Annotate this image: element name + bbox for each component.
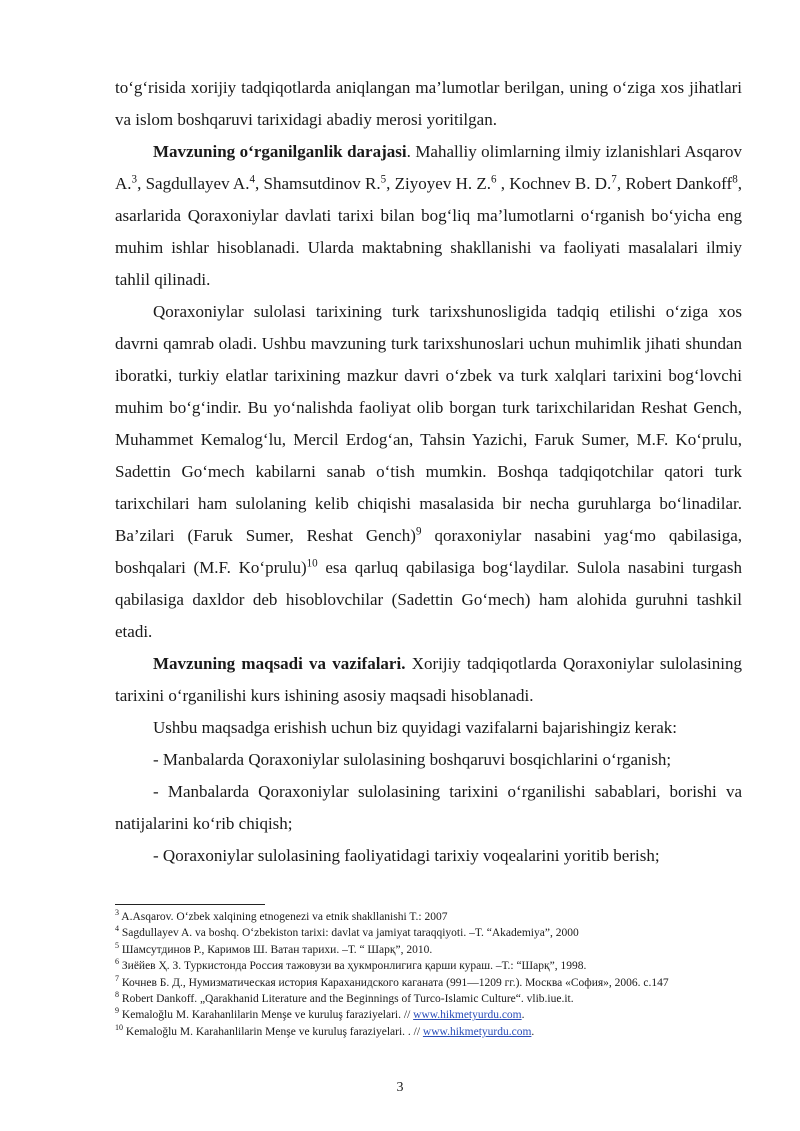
- text-run: qoraxoniylar nasabini yag‘mo qabilasiga, boshqalari (M.F. Ko‘prulu): [115, 526, 742, 577]
- paragraph: [115, 744, 742, 776]
- text-run: , Kochnev B. D.: [496, 174, 612, 193]
- footnote: [115, 1024, 742, 1040]
- footnote-number: 8: [115, 990, 120, 1000]
- footnote-number: 5: [115, 940, 120, 950]
- footnote: [115, 991, 742, 1007]
- footnote-reference: 3: [131, 173, 138, 186]
- text-run: , Shamsutdinov R.: [254, 174, 381, 193]
- paragraph: [115, 840, 742, 872]
- footnote-text: Robert Dankoff. „Qarakhanid Literature and the Beginnings of Turco-Islamic Culture“. vlib.iue.it.: [119, 993, 574, 1006]
- paragraph: [115, 712, 742, 744]
- paragraph: [115, 776, 742, 840]
- body-text: [115, 72, 742, 872]
- text-run: - Manbalarda Qoraxoniylar sulolasining boshqaruvi bosqichlarini o‘rganish;: [153, 750, 672, 769]
- paragraph: [115, 296, 742, 648]
- footnote-text: Зиёйев Ҳ. З. Туркистонда Россия тажовузи ва ҳукмронлигига қарши кураш. –Т.: “Шарқ”, 1998.: [119, 960, 587, 973]
- paragraph: [115, 648, 742, 712]
- footnote-number: 9: [115, 1006, 120, 1016]
- text-run: Qoraxoniylar sulolasi tarixining turk tarixshunosligida tadqiq etilishi o‘ziga xos davrni qamrab oladi. Ushbu mavzuning turk tarixshunoslari uchun muhimlik jihati shundan iboratki, turkiy elatlar tarixining mazkur davri o‘zbek va turk xalqlari tarixini bog‘lovchi muhim bo‘g‘indir. Bu yo‘nalishda faoliyat olib borgan turk tarixchilaridan Reshat Gench, Muhammet Kemalog‘lu, Mercil Erdog‘an, Tahsin Yazichi, Faruk Sumer, M.F. Ko‘prulu, Sadettin Go‘mech kabilarni sanab o‘tish mumkin. Boshqa tadqiqotchilar qatori turk tarixchilari ham sulolaning kelib chiqishi masalasida bir necha guruhlarga bo‘linadilar. Ba’zilari (Faruk Sumer, Reshat Gench): [115, 302, 742, 545]
- footnote: [115, 942, 742, 958]
- text-run: Ushbu maqsadga erishish uchun biz quyidagi vazifalarni bajarishingiz kerak:: [153, 718, 678, 737]
- footnote-reference: 5: [380, 173, 387, 186]
- footnote-number: 3: [115, 908, 120, 918]
- footnote-number: 7: [115, 973, 120, 983]
- footnote: [115, 925, 742, 941]
- footnote-link[interactable]: www.hikmetyurdu.com: [422, 1025, 532, 1038]
- footnote-number: 4: [115, 924, 120, 934]
- footnote-text: Kemaloğlu M. Karahanlilarin Menşe ve kuruluş faraziyelari. //: [119, 1009, 414, 1022]
- text-run: - Manbalarda Qoraxoniylar sulolasining tarixini o‘rganilishi sabablari, borishi va natijalarini ko‘rib chiqish;: [115, 782, 742, 833]
- paragraph: [115, 72, 742, 136]
- document-page: [115, 72, 742, 872]
- footnote-text: A.Asqarov. O‘zbek xalqining etnogenezi va etnik shakllanishi T.: 2007: [119, 911, 448, 923]
- text-run: . Mahalliy olimlarning ilmiy izlanishlari Asqarov A.: [115, 142, 743, 193]
- section-heading: Mavzuning o‘rganilganlik darajasi: [153, 142, 407, 161]
- footnote-number: 6: [115, 957, 120, 967]
- footnote-text: Шамсутдинов Р., Каримов Ш. Ватан тарихи. –Т. “ Шарқ”, 2010.: [119, 943, 433, 956]
- footnote: [115, 909, 742, 925]
- footnote-link[interactable]: www.hikmetyurdu.com: [413, 1009, 522, 1022]
- footnote-reference: 4: [249, 173, 255, 186]
- page-number: 3: [396, 1080, 404, 1095]
- text-run: , Robert Dankoff: [616, 174, 733, 193]
- text-run: , Ziyoyev H. Z.: [386, 174, 491, 193]
- footnote-punctuation: .: [531, 1025, 535, 1038]
- footnote-text: Кочнев Б. Д., Нумизматическая история Караханидского каганата (991—1209 гг.). Москва «София», 2006. с.147: [119, 976, 669, 989]
- footnote-divider: [115, 904, 265, 905]
- text-run: Xorijiy tadqiqotlarda Qoraxoniylar sulolasining tarixini o‘rganilishi kurs ishining asosiy maqsadi hisoblanadi.: [115, 654, 743, 705]
- footnote-reference: 9: [415, 525, 422, 538]
- footnote-reference: 8: [732, 173, 738, 186]
- section-heading: Mavzuning maqsadi va vazifalari.: [153, 654, 406, 673]
- paragraph: [115, 136, 742, 296]
- footnote-reference: 10: [306, 557, 318, 570]
- footnote: [115, 1007, 742, 1023]
- text-run: , asarlarida Qoraxoniylar davlati tarixi bilan bog‘liq ma’lumotlarni o‘rganish bo‘yicha eng muhim ishlar hisoblanadi. Ularda maktabning shakllanishi va faoliyati masalalari ilmiy tahlil qilinadi.: [115, 174, 742, 289]
- text-run: , Sagdullayev A.: [137, 174, 250, 193]
- text-run: esa qarluq qabilasiga bog‘laydilar. Sulola nasabini turgash qabilasiga daxldor deb hisoblovchilar (Sadettin Go‘mech) ham alohida guruhni tashkil etadi.: [115, 558, 742, 641]
- text-run: - Qoraxoniylar sulolasining faoliyatidagi tarixiy voqealarini yoritib berish;: [153, 846, 660, 865]
- text-run: to‘g‘risida xorijiy tadqiqotlarda aniqlangan ma’lumotlar berilgan, uning o‘ziga xos jihatlari va islom boshqaruvi tarixidagi abadiy merosi yoritilgan.: [115, 78, 742, 129]
- footnotes: [115, 909, 742, 1040]
- footnote-reference: 7: [611, 173, 617, 186]
- footnote: [115, 958, 742, 974]
- footnote-punctuation: .: [521, 1009, 525, 1022]
- footnote: [115, 975, 742, 991]
- footnote-text: Kemaloğlu M. Karahanlilarin Menşe ve kuruluş faraziyelari. . //: [123, 1025, 423, 1038]
- footnote-text: Sagdullayev A. va boshq. O‘zbekiston tarixi: davlat va jamiyat taraqqiyoti. –T. “Akademiya”, 2000: [119, 927, 579, 940]
- footnote-number: 10: [115, 1023, 124, 1033]
- footnote-reference: 6: [491, 173, 497, 186]
